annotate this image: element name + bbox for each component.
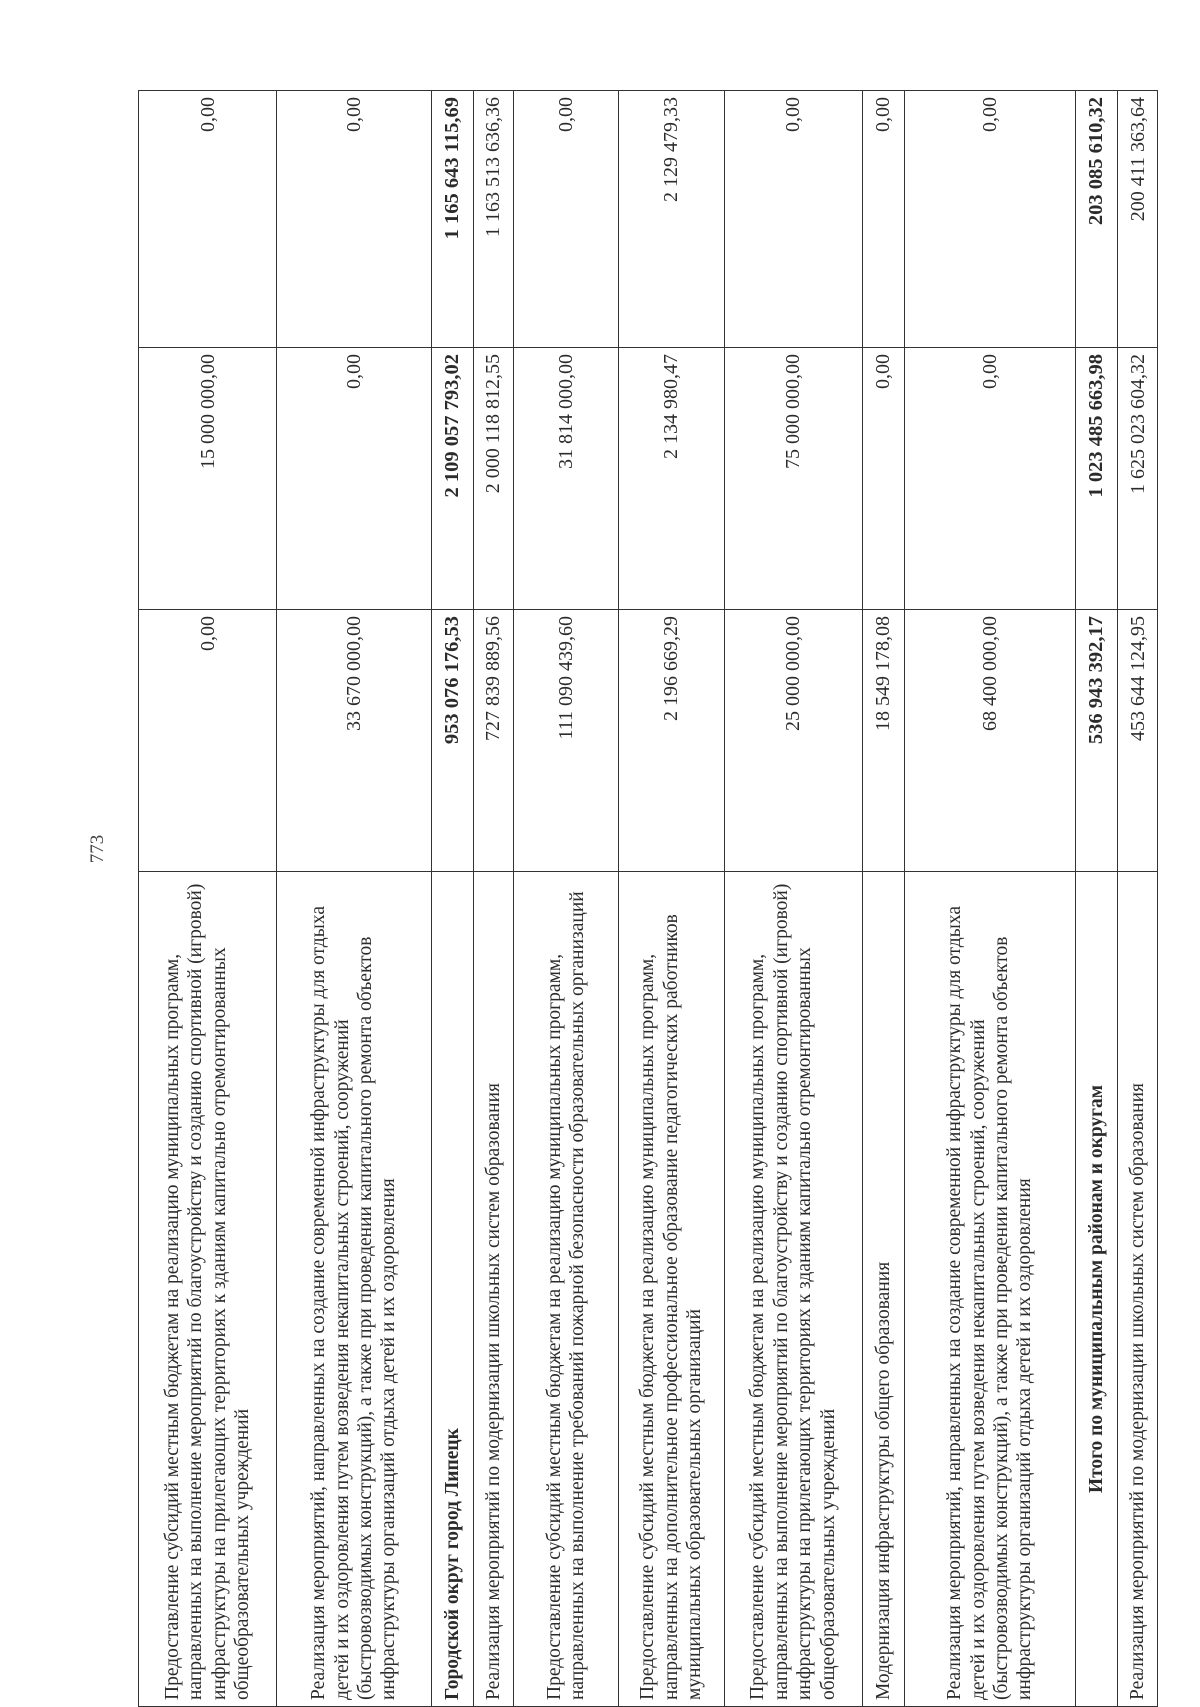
table-row: [139, 91, 277, 1707]
table-row: [724, 91, 862, 1707]
value-year-3: 0,00: [724, 91, 862, 348]
value-year-3: 0,00: [139, 91, 277, 348]
value-year-2: 2 134 980,47: [619, 348, 724, 610]
table-row: [513, 91, 618, 1707]
value-year-1: 18 549 178,08: [862, 610, 904, 872]
row-description: Реализация мероприятий, направленных на создание современной инфраструктуры для отдыха детей и их оздоровления путем возведения некапитальных строений, сооружений (быстровозводимых конструкций), а также при проведении капитального ремонта объектов инфраструктуры организаций отдыха детей и их оздоровления: [904, 872, 1075, 1707]
value-year-1: 2 196 669,29: [619, 610, 724, 872]
value-year-2: 2 109 057 793,02: [431, 348, 473, 610]
value-year-1: 536 943 392,17: [1075, 610, 1117, 872]
municipality-name: Городской округ город Липецк: [431, 872, 473, 1707]
rotated-table-container: [138, 91, 1158, 1707]
row-description: Предоставление субсидий местным бюджетам на реализацию муниципальных программ, направленных на выполнение мероприятий по благоустройству и созданию спортивной (игровой) инфраструктуры на прилегающих территориях к зданиям капитально отремонтированных общеобразовательных учреждений: [139, 872, 277, 1707]
row-description: Предоставление субсидий местным бюджетам на реализацию муниципальных программ, направленных на дополнительное профессиональное образование педагогических работников муниципальных образовательных организаций: [619, 872, 724, 1707]
value-year-2: 0,00: [862, 348, 904, 610]
value-year-1: 111 090 439,60: [513, 610, 618, 872]
row-description: Предоставление субсидий местным бюджетам на реализацию муниципальных программ, направленных на выполнение мероприятий по благоустройству и созданию спортивной (игровой) инфраструктуры на прилегающих территориях к зданиям капитально отремонтированных общеобразовательных учреждений: [724, 872, 862, 1707]
value-year-2: 15 000 000,00: [139, 348, 277, 610]
subsidy-table: [138, 90, 1158, 1707]
value-year-3: 0,00: [862, 91, 904, 348]
total-label: Итого по муниципальным районам и округам: [1075, 872, 1117, 1707]
value-year-1: 953 076 176,53: [431, 610, 473, 872]
value-year-2: 0,00: [277, 348, 432, 610]
value-year-2: 0,00: [904, 348, 1075, 610]
table-row: [473, 91, 513, 1707]
value-year-1: 727 839 889,56: [473, 610, 513, 872]
page-number: 773: [87, 834, 108, 864]
table-row-group: [431, 91, 473, 1707]
row-description: Реализация мероприятий, направленных на создание современной инфраструктуры для отдыха детей и их оздоровления путем возведения некапитальных строений, сооружений (быстровозводимых конструкций), а также при проведении капитального ремонта объектов инфраструктуры организаций отдыха детей и их оздоровления: [277, 872, 432, 1707]
table-row: [619, 91, 724, 1707]
row-description: Реализация мероприятий по модернизации школьных систем образования: [473, 872, 513, 1707]
value-year-2: 1 625 023 604,32: [1118, 348, 1158, 610]
value-year-1: 25 000 000,00: [724, 610, 862, 872]
value-year-1: 0,00: [139, 610, 277, 872]
value-year-3: 200 411 363,64: [1118, 91, 1158, 348]
value-year-3: 0,00: [904, 91, 1075, 348]
table-row: [904, 91, 1075, 1707]
value-year-1: 453 644 124,95: [1118, 610, 1158, 872]
value-year-2: 2 000 118 812,55: [473, 348, 513, 610]
row-description: Модернизация инфраструктуры общего образования: [862, 872, 904, 1707]
value-year-3: 1 163 513 636,36: [473, 91, 513, 348]
value-year-2: 1 023 485 663,98: [1075, 348, 1117, 610]
value-year-3: 1 165 643 115,69: [431, 91, 473, 348]
value-year-1: 68 400 000,00: [904, 610, 1075, 872]
table-row: [1118, 91, 1158, 1707]
table-row-total: [1075, 91, 1117, 1707]
value-year-3: 2 129 479,33: [619, 91, 724, 348]
value-year-2: 75 000 000,00: [724, 348, 862, 610]
row-description: Реализация мероприятий по модернизации школьных систем образования: [1118, 872, 1158, 1707]
value-year-3: 0,00: [277, 91, 432, 348]
value-year-2: 31 814 000,00: [513, 348, 618, 610]
table-row: [277, 91, 432, 1707]
value-year-3: 203 085 610,32: [1075, 91, 1117, 348]
row-description: Предоставление субсидий местным бюджетам на реализацию муниципальных программ, направленных на выполнение требований пожарной безопасности образовательных организаций: [513, 872, 618, 1707]
value-year-3: 0,00: [513, 91, 618, 348]
value-year-1: 33 670 000,00: [277, 610, 432, 872]
table-row: [862, 91, 904, 1707]
